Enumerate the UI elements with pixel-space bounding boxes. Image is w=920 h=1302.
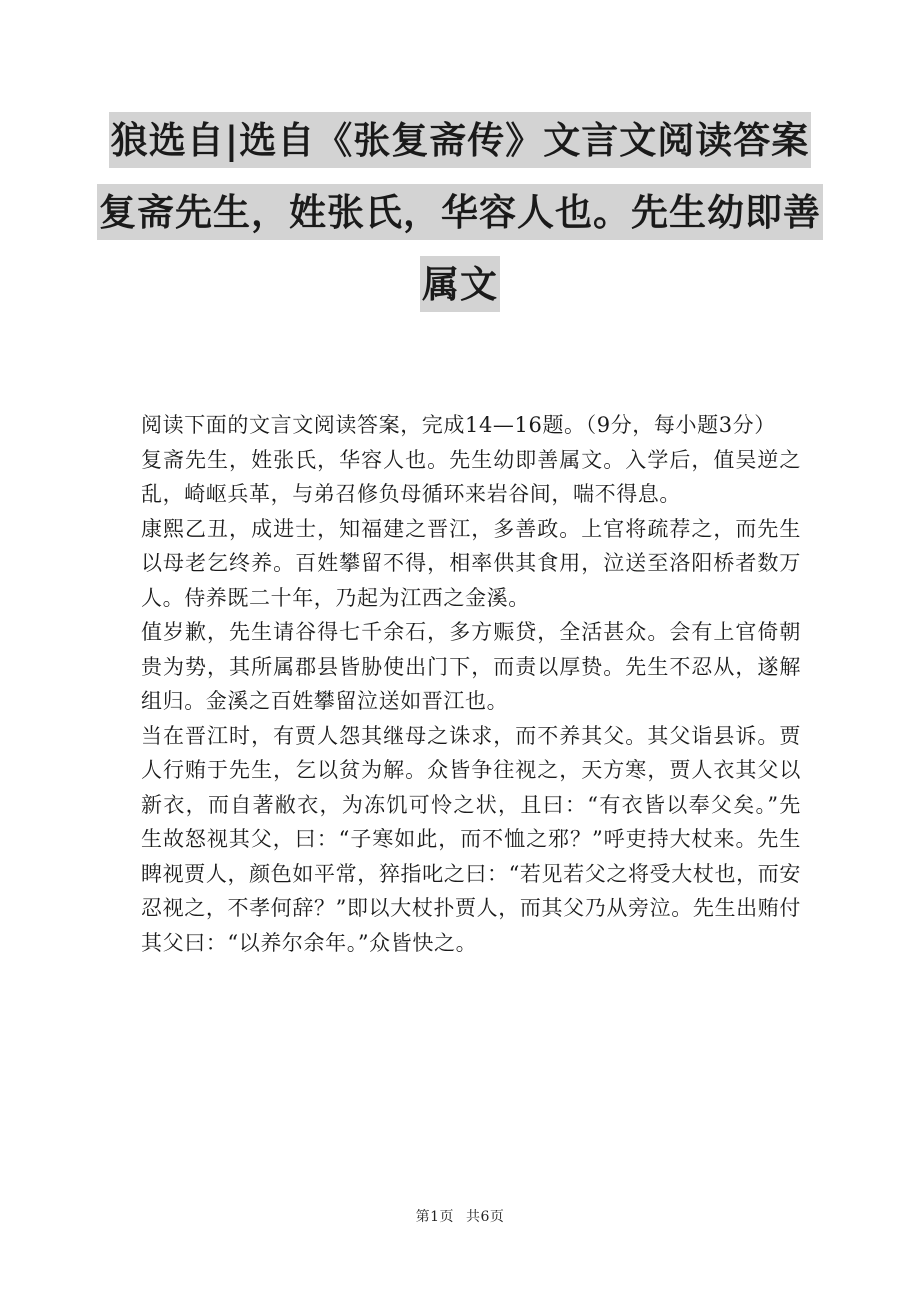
- paragraph-instructions: 阅读下面的文言文阅读答案，完成14—16题。（9分，每小题3分）: [141, 413, 776, 437]
- document-title: [0, 112, 920, 328]
- page-footer: [0, 1206, 920, 1226]
- paragraph: 值岁歉，先生请谷得七千余石，多方赈贷，全活甚众。会有上官倚朝贵为势，其所属郡县皆胁使出门下，而责以厚贽。先生不忍从，遂解组归。金溪之百姓攀留泣送如晋江也。: [141, 620, 801, 713]
- title-line-2: 复斋先生，姓张氏，华容人也。先生幼即善: [97, 184, 823, 240]
- paragraph: 当在晋江时，有贾人怨其继母之诛求，而不养其父。其父诣县诉。贾人行贿于先生，乞以贫为解。众皆争往视之，天方寒，贾人衣其父以新衣，而自著敝衣，为冻饥可怜之状，且曰：“有衣皆以奉父矣。”先生故怒视其父，曰：“子寒如此，而不恤之邪？”呼吏持大杖来。先生睥视贾人，颜色如平常，猝指叱之曰：“若见若父之将受大杖也，而安忍视之，不孝何辞？”即以大杖扑贾人，而其父乃从旁泣。先生出贿付其父曰：“以养尔余年。”众皆快之。: [141, 723, 801, 955]
- title-line-3: 属文: [420, 256, 500, 312]
- paragraph: 复斋先生，姓张氏，华容人也。先生幼即善属文。入学后，值吴逆之乱，崎岖兵革，与弟召修负母循环来岩谷间，喘不得息。: [141, 447, 801, 506]
- document-body: [141, 408, 801, 960]
- paragraph: 康熙乙丑，成进士，知福建之晋江，多善政。上官将疏荐之，而先生以母老乞终养。百姓攀留不得，相率供其食用，泣送至洛阳桥者数万人。侍养既二十年，乃起为江西之金溪。: [141, 516, 801, 610]
- title-line-1: 狼选自|选自《张复斋传》文言文阅读答案: [109, 112, 811, 168]
- page-number: 第1页: [415, 1209, 454, 1225]
- page-total: 共6页: [466, 1209, 505, 1225]
